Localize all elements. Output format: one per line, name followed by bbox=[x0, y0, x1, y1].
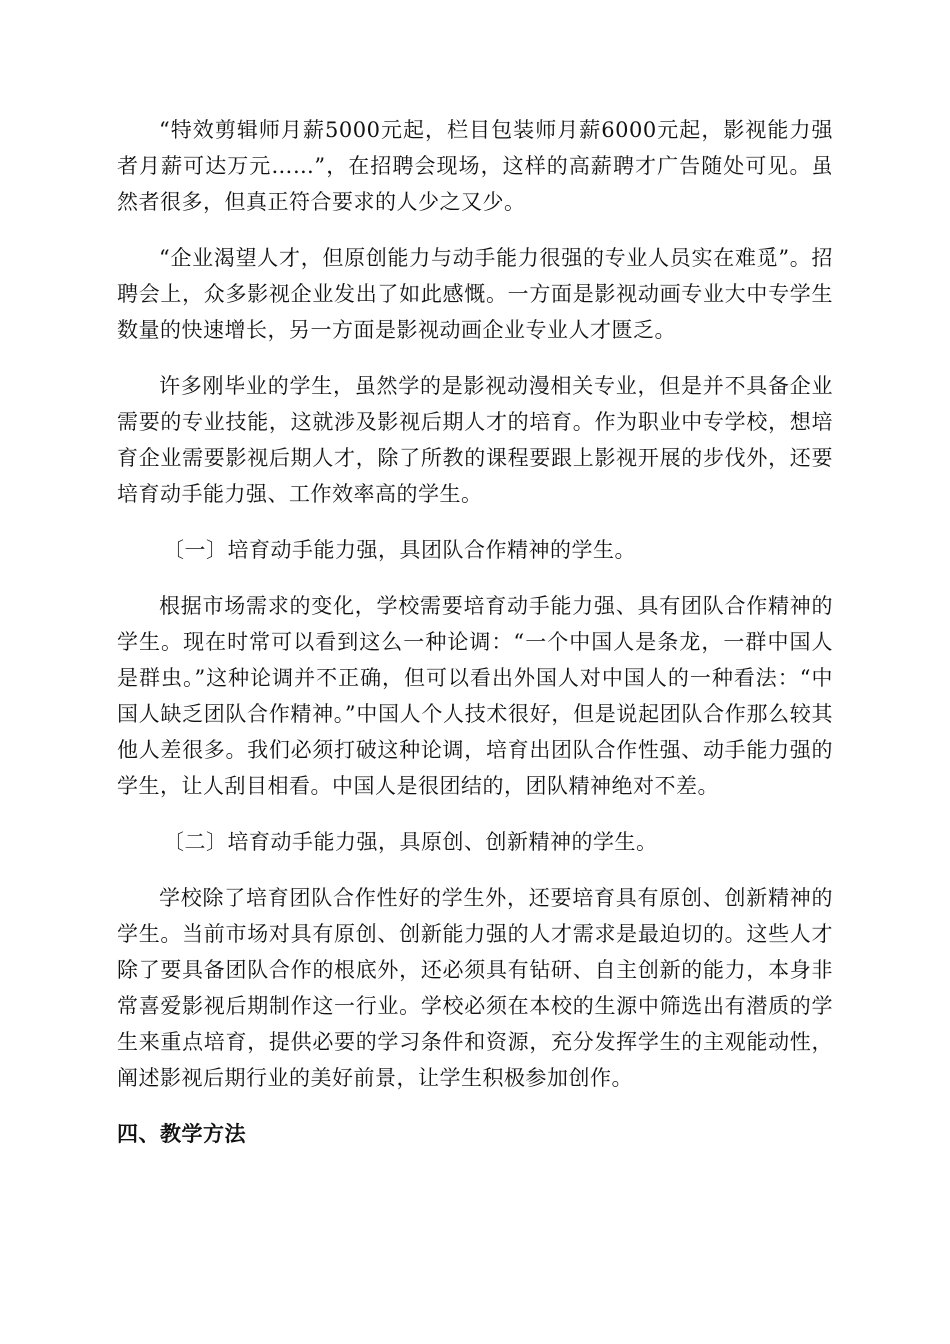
paragraph-graduate-skills: 许多刚毕业的学生，虽然学的是影视动漫相关专业，但是并不具备企业需要的专业技能，这就涉及影视后期人才的培育。作为职业中专学校，想培育企业需要影视后期人才，除了所教的课程要跟上影视开展的步伐外，还要培育动手能力强、工作效率高的学生。 bbox=[117, 374, 833, 506]
paragraph-salary-ads: “特效剪辑师月薪5000元起，栏目包装师月薪6000元起，影视能力强者月薪可达万元……”，在招聘会现场，这样的高薪聘才广告随处可见。虽然者很多，但真正符合要求的人少之又少。 bbox=[117, 118, 833, 214]
section-heading-teaching-methods: 四、教学方法 bbox=[117, 1122, 246, 1146]
paragraph-innovation: 学校除了培育团队合作性好的学生外，还要培育具有原创、创新精神的学生。当前市场对具有原创、创新能力强的人才需求是最迫切的。这些人才除了要具备团队合作的根底外，还必须具有钻研、自主创新的能力，本身非常喜爱影视后期制作这一行业。学校必须在本校的生源中筛选出有潜质的学生来重点培育，提供必要的学习条件和资源，充分发挥学生的主观能动性，阐述影视后期行业的美好前景，让学生积极参加创作。 bbox=[117, 886, 833, 1090]
paragraph-talent-shortage: “企业渴望人才，但原创能力与动手能力很强的专业人员实在难觅”。招聘会上，众多影视企业发出了如此感慨。一方面是影视动画专业大中专学生数量的快速增长，另一方面是影视动画企业专业人才匮乏。 bbox=[117, 246, 833, 342]
subheading-teamwork: 〔一〕培育动手能力强，具团队合作精神的学生。 bbox=[163, 538, 636, 562]
paragraph-teamwork: 根据市场需求的变化，学校需要培育动手能力强、具有团队合作精神的学生。现在时常可以看到这么一种论调：“一个中国人是条龙，一群中国人是群虫。”这种论调并不正确，但可以看出外国人对中国人的一种看法：“中国人缺乏团队合作精神。”中国人个人技术很好，但是说起团队合作那么较其他人差很多。我们必须打破这种论调，培育出团队合作性强、动手能力强的学生，让人刮目相看。中国人是很团结的，团队精神绝对不差。 bbox=[117, 594, 833, 798]
subheading-innovation: 〔二〕培育动手能力强，具原创、创新精神的学生。 bbox=[163, 830, 658, 854]
